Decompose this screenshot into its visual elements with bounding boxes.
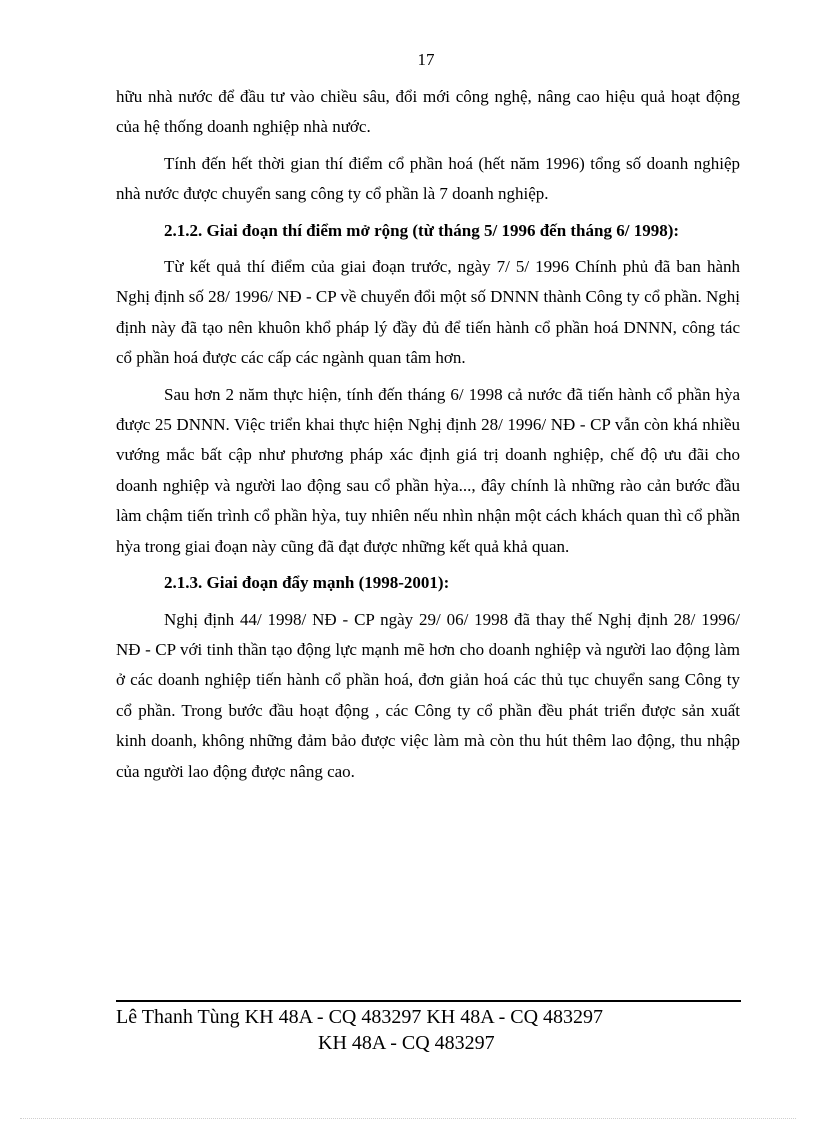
footer-class-line: KH 48A - CQ 483297 — [318, 1032, 495, 1054]
page-bottom-border — [20, 1118, 796, 1119]
page-number: 17 — [417, 50, 435, 69]
paragraph-two-years: Sau hơn 2 năm thực hiện, tính đến tháng 6/ 1998 cả nước đã tiến hành cổ phần hỳa được 25 DNNN. Việc triển khai thực hiện Nghị định 28/ 1996/ NĐ - CP vẫn còn khá nhiều vướng mắc bất cập như phương pháp xác định giá trị doanh nghiệp, chế độ ưu đãi cho doanh nghiệp và người lao động sau cổ phần hỳa..., đây chính là những rào cản bước đầu làm chậm tiến trình cổ phần hỳa, tuy nhiên nếu nhìn nhận một cách khách quan thì cổ phần hỳa trong giai đoạn này cũng đã đạt được những kết quả khả quan. — [116, 384, 740, 556]
paragraph-decree-28: Từ kết quả thí điểm của giai đoạn trước, ngày 7/ 5/ 1996 Chính phủ đã ban hành Nghị định số 28/ 1996/ NĐ - CP về chuyển đổi một số DNNN thành Công ty cổ phần. Nghị định này đã tạo nên khuôn khổ pháp lý đầy đủ để tiến hành cổ phần hoá DNNN, công tác cổ phần hoá được các cấp các ngành quan tâm hơn. — [116, 257, 740, 368]
paragraph-continuation: hữu nhà nước để đầu tư vào chiều sâu, đổi mới công nghệ, nâng cao hiệu quả hoạt động của hệ thống doanh nghiệp nhà nước. — [116, 87, 740, 137]
section-heading-2-1-2: 2.1.2. Giai đoạn thí điểm mở rộng (từ tháng 5/ 1996 đến tháng 6/ 1998): — [164, 220, 680, 240]
document-body — [116, 82, 740, 793]
paragraph-decree-44: Nghị định 44/ 1998/ NĐ - CP ngày 29/ 06/ 1998 đã thay thế Nghị định 28/ 1996/ NĐ - CP với tinh thần tạo động lực mạnh mẽ hơn cho doanh nghiệp và người lao động làm ở các doanh nghiệp tiến hành cổ phần hoá, đơn giản hoá các thủ tục chuyển sang Công ty cổ phần. Trong bước đầu hoạt động , các Công ty cổ phần đều phát triển được sản xuất kinh doanh, không những đảm bảo được việc làm mà còn thu hút thêm lao động, thu nhập của người lao động được nâng cao. — [116, 609, 740, 781]
footer-author-line: Lê Thanh Tùng KH 48A - CQ 483297 KH 48A - CQ 483297 — [116, 1006, 604, 1028]
paragraph-pilot-total: Tính đến hết thời gian thí điểm cổ phần hoá (hết năm 1996) tổng số doanh nghiệp nhà nước được chuyển sang công ty cổ phần là 7 doanh nghiệp. — [116, 153, 740, 204]
footer-divider — [116, 1000, 741, 1002]
section-heading-2-1-3: 2.1.3. Giai đoạn đẩy mạnh (1998-2001): — [164, 573, 450, 593]
